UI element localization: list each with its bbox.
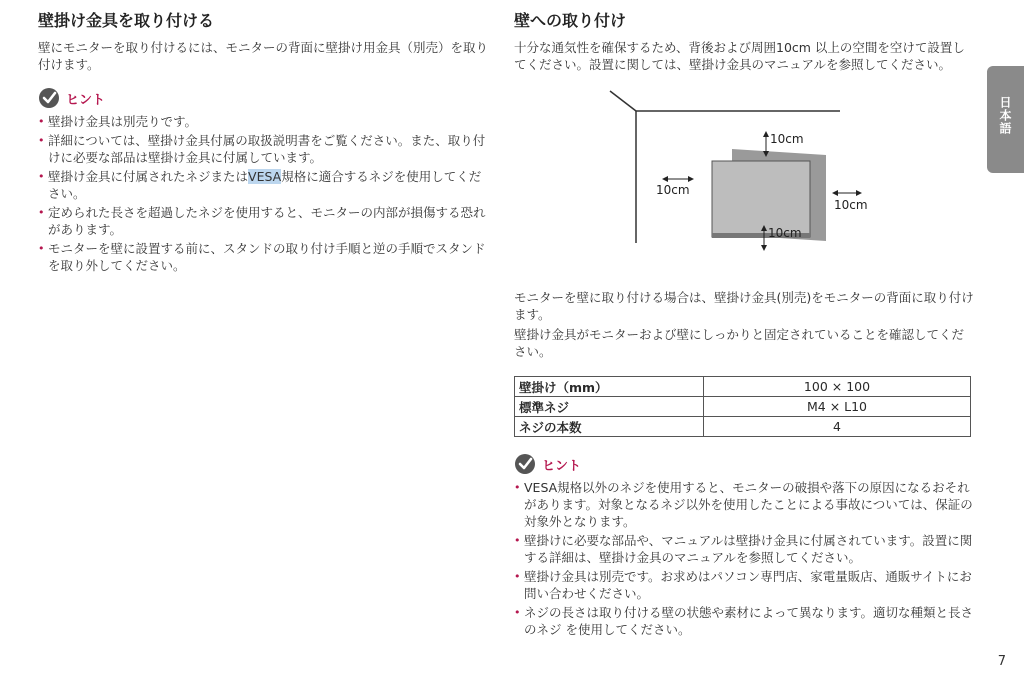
- hint-item: • ネジの長さは取り付ける壁の状態や素材によって異なります。適切な種類と長さのネジ を使用してください。: [514, 604, 974, 638]
- spec-key: 壁掛け（mm）: [515, 377, 704, 397]
- clearance-bottom-label: 10cm: [768, 226, 802, 240]
- confirm-paragraph: 壁掛け金具がモニターおよび壁にしっかりと固定されていることを確認してください。: [514, 327, 965, 359]
- spec-key: 標準ネジ: [515, 397, 704, 417]
- hint-item: • 壁掛けに必要な部品や、マニュアルは壁掛け金具に付属されています。設置に関する詳細は、壁掛け金具のマニュアルを参照してください。: [514, 532, 974, 566]
- clearance-right-label: 10cm: [834, 198, 868, 212]
- hint-item: • モニターを壁に設置する前に、スタンドの取り付け手順と逆の手順でスタンドを取り外してください。: [38, 240, 493, 274]
- hint-item: [38, 168, 493, 202]
- table-row: [515, 417, 971, 437]
- hint-list: [38, 113, 493, 274]
- language-tab[interactable]: [987, 66, 1024, 173]
- hint-item: • VESA規格以外のネジを使用すると、モニターの破損や落下の原因になるおそれがあります。対象となるネジ以外を使用したことによる事故については、保証の対象外となります。: [514, 479, 974, 530]
- page-number: 7: [997, 654, 1006, 669]
- spec-table: [514, 376, 971, 437]
- wall-monitor-illustration: [514, 81, 974, 281]
- mount-paragraph: モニターを壁に取り付ける場合は、壁掛け金具(別売)をモニターの背面に取り付けます。: [514, 290, 974, 322]
- hint-list: [514, 479, 974, 638]
- spec-key: ネジの本数: [515, 417, 704, 437]
- spec-value: M4 × L10: [704, 397, 971, 417]
- table-row: [515, 397, 971, 417]
- intro-paragraph: 壁にモニターを取り付けるには、モニターの背面に壁掛け用金具（別売）を取り付けます。: [38, 40, 489, 72]
- right-column: [514, 10, 974, 640]
- section-title-wall-installation: 壁への取り付け: [514, 11, 627, 30]
- spec-value: 4: [704, 417, 971, 437]
- left-column: [38, 10, 493, 276]
- highlighted-text-vesa[interactable]: VESA: [248, 169, 282, 184]
- spec-value: 100 × 100: [704, 377, 971, 397]
- clearance-diagram: [514, 81, 974, 281]
- hint-item: • 詳細については、壁掛け金具付属の取扱説明書をご覧ください。また、取り付けに必要な部品は壁掛け金具に付属しています。: [38, 132, 493, 166]
- hint-item: • 壁掛け金具は別売です。お求めはパソコン専門店、家電量販店、通販サイトにお問い合わせください。: [514, 568, 974, 602]
- hint-header: [38, 87, 493, 109]
- hint-item: • 壁掛け金具は別売りです。: [38, 113, 493, 130]
- language-tab-label: 日本語: [998, 96, 1012, 135]
- clearance-top-label: 10cm: [770, 132, 804, 146]
- hint-text: 壁掛け金具に付属されたネジまたは: [48, 169, 249, 184]
- intro-paragraph: 十分な通気性を確保するため、背後および周囲10cm 以上の空間を空けて設置してください。設置に関しては、壁掛け金具のマニュアルを参照してください。: [514, 40, 965, 72]
- hint-label: ヒント: [542, 458, 582, 474]
- hint-text: 規格に適合するネジを使用してください。: [48, 169, 482, 201]
- section-title-wall-mount-bracket: 壁掛け金具を取り付ける: [38, 11, 215, 30]
- hint-item: • 定められた長さを超過したネジを使用すると、モニターの内部が損傷する恐れがあります。: [38, 204, 493, 238]
- table-row: [515, 377, 971, 397]
- clearance-left-label: 10cm: [656, 183, 690, 197]
- hint-header: [514, 453, 974, 475]
- checkmark-icon: [514, 453, 536, 475]
- hint-label: ヒント: [66, 92, 106, 108]
- checkmark-icon: [38, 87, 60, 109]
